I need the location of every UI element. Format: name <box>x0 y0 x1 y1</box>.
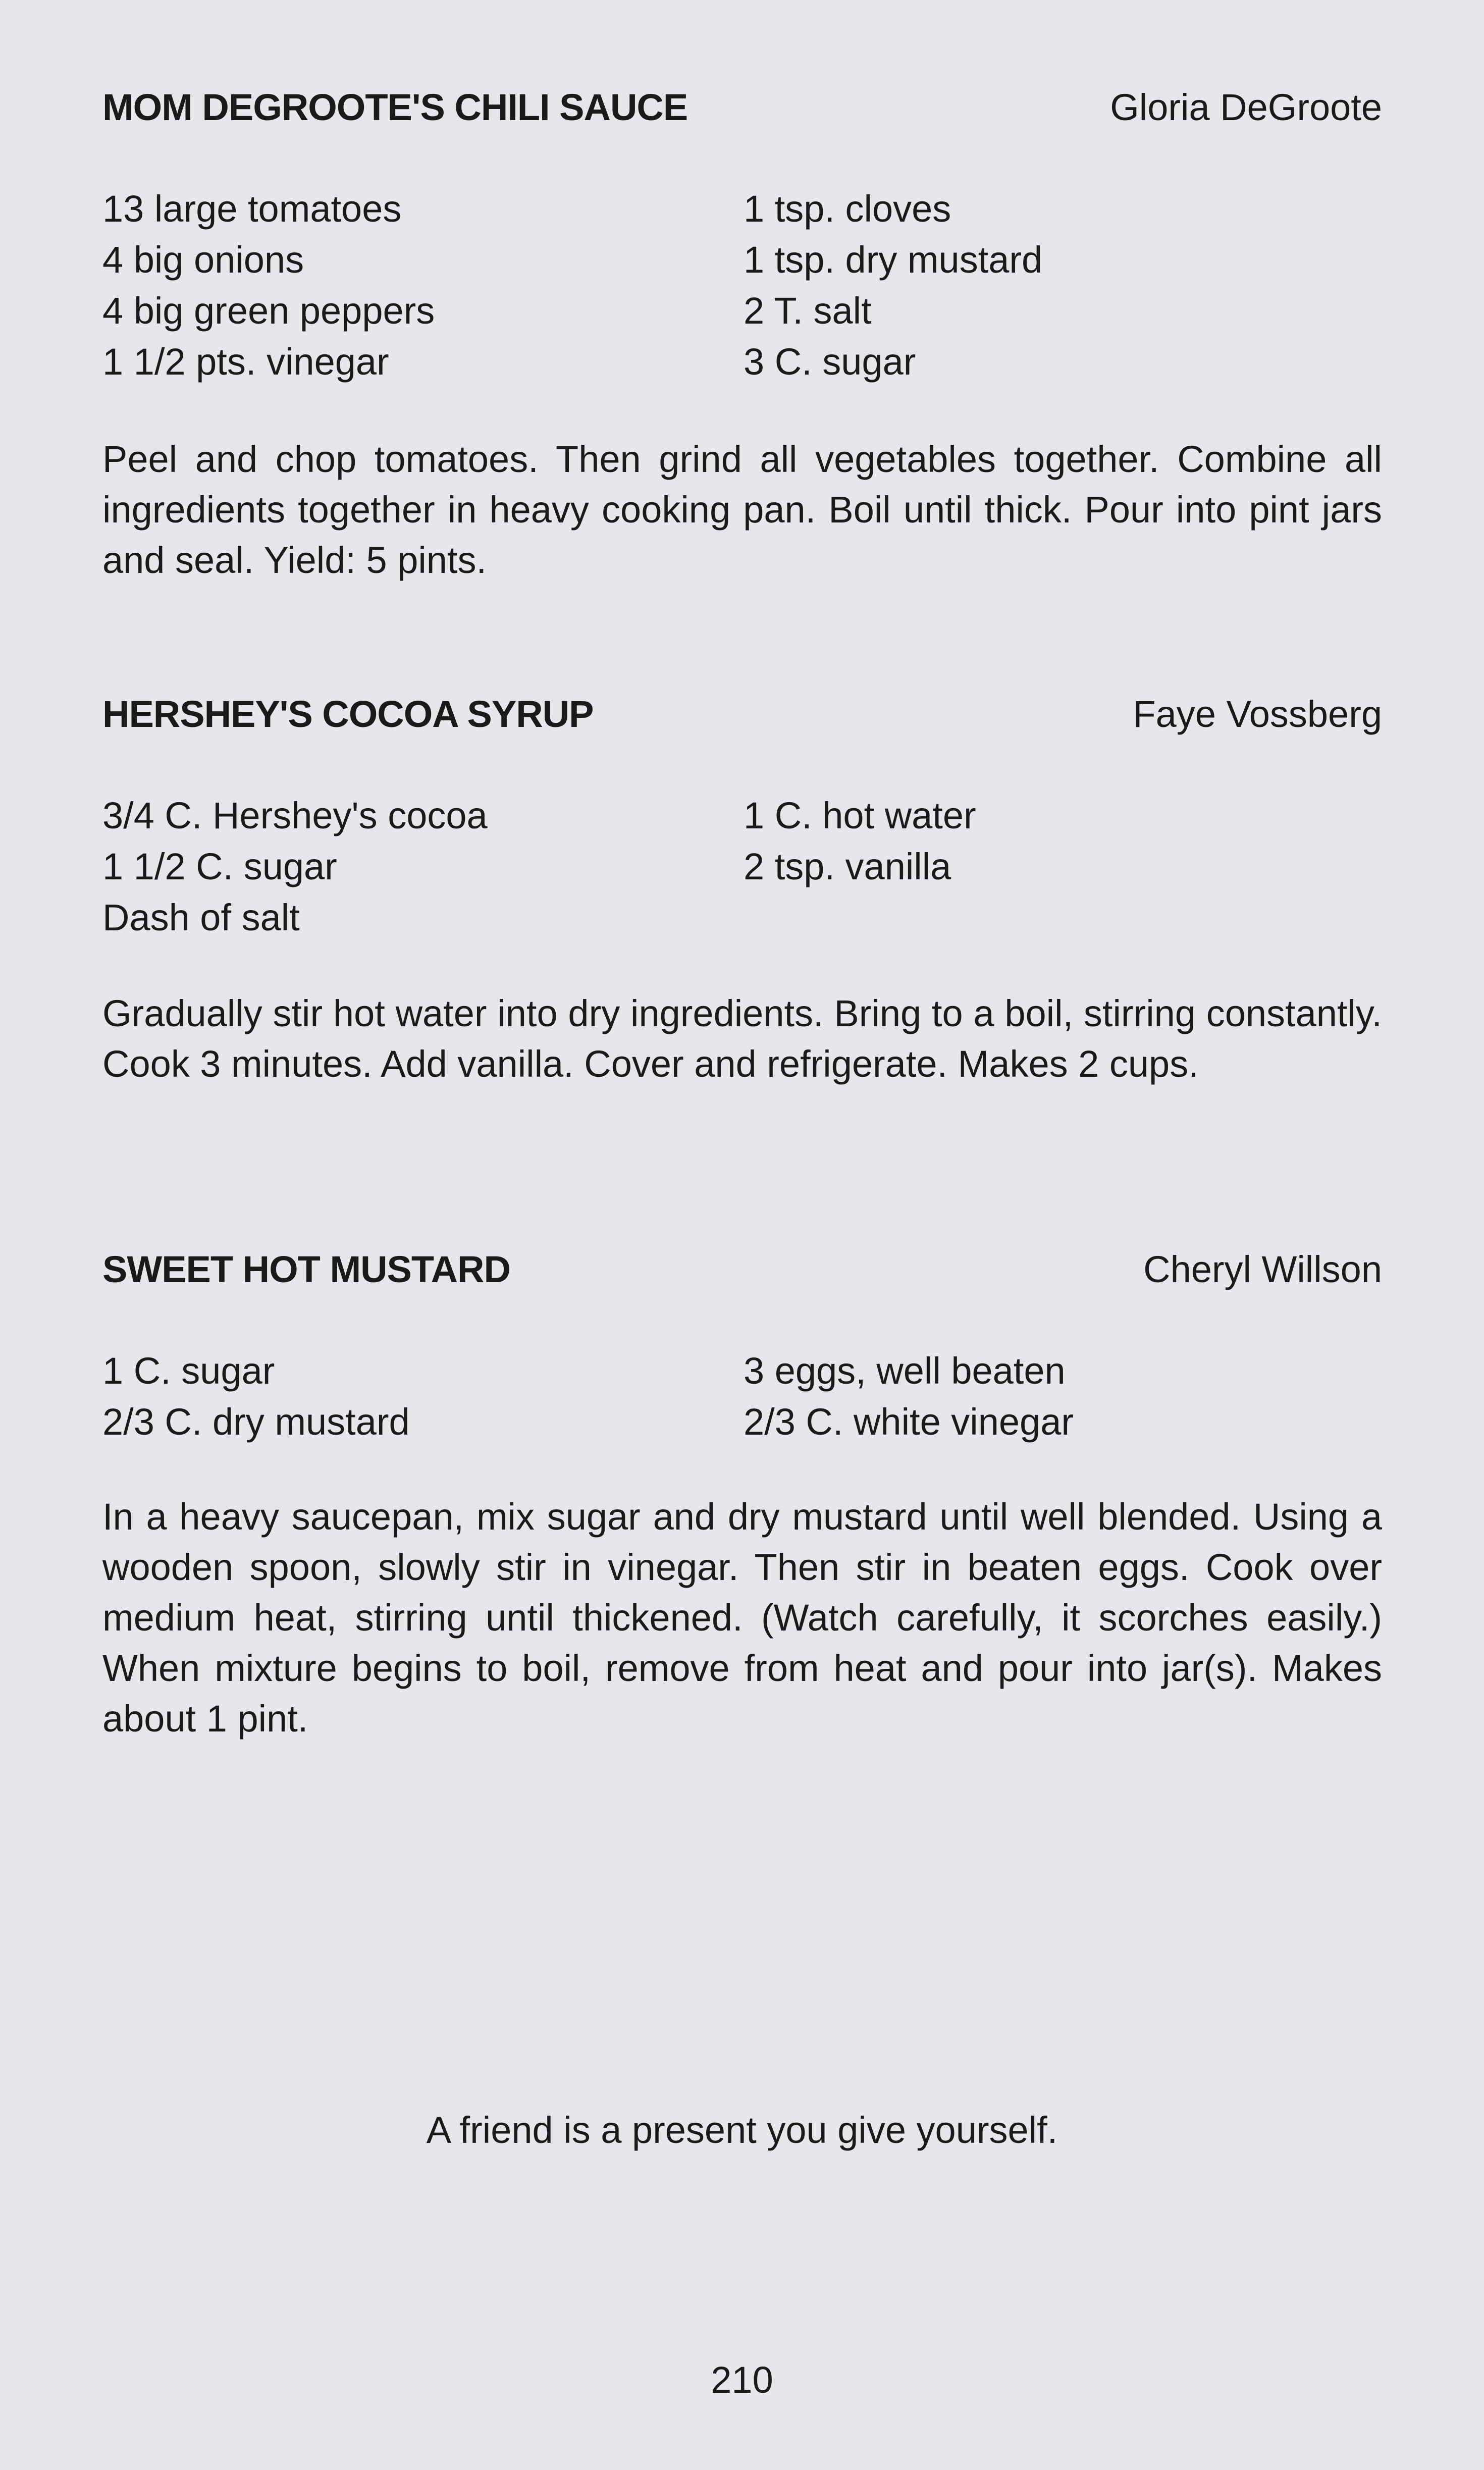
ingredient-item: 2/3 C. dry mustard <box>102 1401 410 1443</box>
recipe-header <box>102 1244 1382 1295</box>
ingredient-item: 4 big green peppers <box>102 290 435 332</box>
ingredient-item: Dash of salt <box>102 897 300 938</box>
recipe-header <box>102 689 1382 740</box>
ingredient-item: 3 C. sugar <box>744 341 916 383</box>
footer-quote: A friend is a present you give yourself. <box>426 2109 1058 2151</box>
ingredient-item: 3 eggs, well beaten <box>744 1350 1066 1392</box>
ingredient-item: 2 tsp. vanilla <box>744 846 951 887</box>
recipe-sweet-hot-mustard <box>102 1244 1382 1740</box>
ingredient-item: 13 large tomatoes <box>102 188 402 230</box>
ingredient-item: 2/3 C. white vinegar <box>744 1401 1074 1443</box>
ingredient-item: 1 tsp. dry mustard <box>744 239 1043 281</box>
recipe-header <box>102 82 1382 133</box>
ingredient-item: 1 C. sugar <box>102 1350 275 1392</box>
ingredients-left-column <box>102 1345 410 1447</box>
ingredients-left-column <box>102 183 435 387</box>
ingredients-right-column <box>744 790 976 892</box>
recipe-chili-sauce <box>102 82 1382 581</box>
recipe-author: Faye Vossberg <box>1133 693 1382 735</box>
ingredient-item: 1 tsp. cloves <box>744 188 951 230</box>
ingredient-item: 1 1/2 pts. vinegar <box>102 341 389 383</box>
page-number: 210 <box>711 2359 773 2401</box>
ingredient-item: 1 C. hot water <box>744 795 976 836</box>
ingredient-item: 1 1/2 C. sugar <box>102 846 337 887</box>
recipe-title: MOM DEGROOTE'S CHILI SAUCE <box>102 86 688 128</box>
ingredients-left-column <box>102 790 488 943</box>
ingredient-item: 2 T. salt <box>744 290 872 332</box>
recipe-author: Gloria DeGroote <box>1110 86 1382 128</box>
ingredient-item: 3/4 C. Hershey's cocoa <box>102 795 488 836</box>
recipe-cocoa-syrup <box>102 689 1382 1085</box>
ingredients-right-column <box>744 1345 1074 1447</box>
recipe-directions: Gradually stir hot water into dry ingredients. Bring to a boil, stirring constantly. Cook 3 minutes. Add vanilla. Cover and refrigerate. Makes 2 cups. <box>102 992 1382 1085</box>
ingredient-item: 4 big onions <box>102 239 304 281</box>
recipe-directions: Peel and chop tomatoes. Then grind all vegetables together. Combine all ingredients together in heavy cooking pan. Boil until thick. Pour into pint jars and seal. Yield: 5 pints. <box>102 438 1382 581</box>
recipe-directions: In a heavy saucepan, mix sugar and dry mustard until well blended. Using a wooden spoon, slowly stir in vinegar. Then stir in beaten eggs. Cook over medium heat, stirring until thickened. (Watch carefully, it scorches easily.) When mixture begins to boil, remove from heat and pour into jar(s). Makes about 1 pint. <box>102 1496 1382 1740</box>
ingredients-right-column <box>744 183 1042 387</box>
recipe-title: HERSHEY'S COCOA SYRUP <box>102 693 594 735</box>
recipe-title: SWEET HOT MUSTARD <box>102 1248 510 1290</box>
recipe-author: Cheryl Willson <box>1143 1248 1382 1290</box>
